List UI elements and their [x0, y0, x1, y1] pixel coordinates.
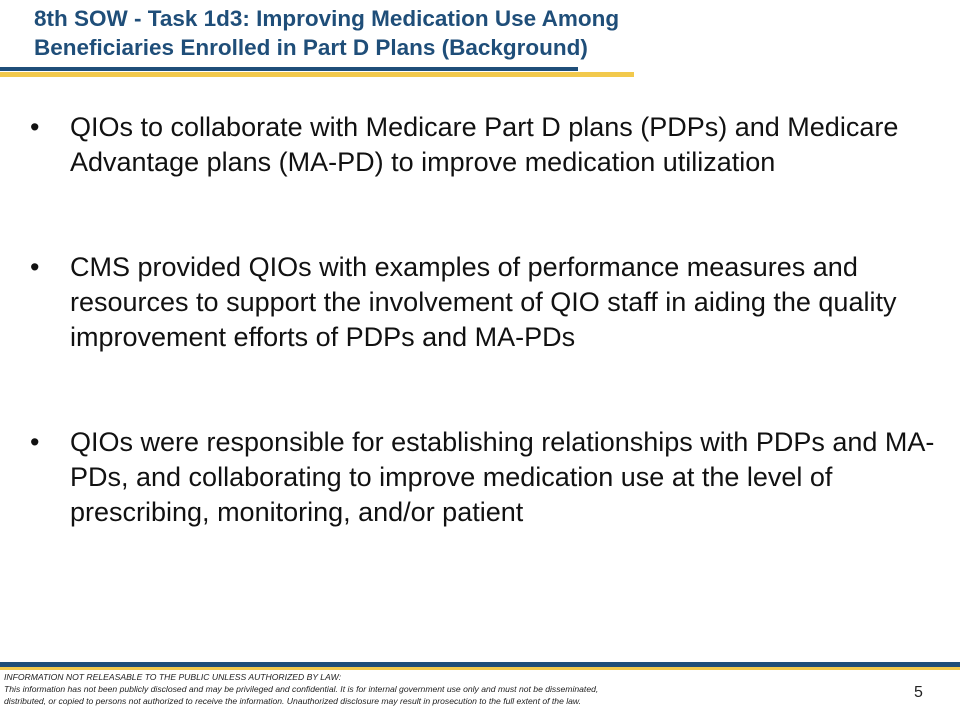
bullet-list	[28, 110, 938, 600]
bullet-text: CMS provided QIOs with examples of performance measures and resources to support the involvement of QIO staff in aiding the quality improvement efforts of PDPs and MA-PDs	[70, 252, 897, 352]
confidentiality-notice	[4, 671, 844, 707]
confidentiality-notice-line-1: INFORMATION NOT RELEASABLE TO THE PUBLIC UNLESS AUTHORIZED BY LAW:	[4, 672, 342, 682]
bullet-item	[28, 110, 938, 180]
page-number: 5	[914, 684, 923, 701]
bullet-marker: •	[30, 112, 40, 142]
bullet-text: QIOs to collaborate with Medicare Part D plans (PDPs) and Medicare Advantage plans (MA-PD) to improve medication utilization	[70, 112, 899, 177]
slide-title-line-2: Beneficiaries Enrolled in Part D Plans (Background)	[34, 35, 588, 60]
slide-title	[34, 4, 934, 62]
bullet-text: QIOs were responsible for establishing relationships with PDPs and MA-PDs, and collaborating to improve medication use at the level of prescribing, monitoring, and/or patient	[70, 427, 935, 527]
bullet-marker: •	[30, 252, 40, 282]
bullet-item	[28, 250, 938, 355]
bullet-item	[28, 425, 938, 530]
bullet-marker: •	[30, 427, 40, 457]
slide-title-line-1: 8th SOW - Task 1d3: Improving Medication Use Among	[34, 6, 620, 31]
title-divider-yellow	[0, 72, 634, 77]
title-divider-blue	[0, 67, 578, 71]
footer-divider-yellow	[0, 667, 960, 670]
confidentiality-notice-line-3: distributed, or copied to persons not authorized to receive the information. Unauthorized disclosure may result in prosecution to the full extent of the law.	[4, 696, 582, 706]
confidentiality-notice-line-2: This information has not been publicly disclosed and may be privileged and confidential. It is for internal government use only and must not be disseminated,	[4, 684, 599, 694]
